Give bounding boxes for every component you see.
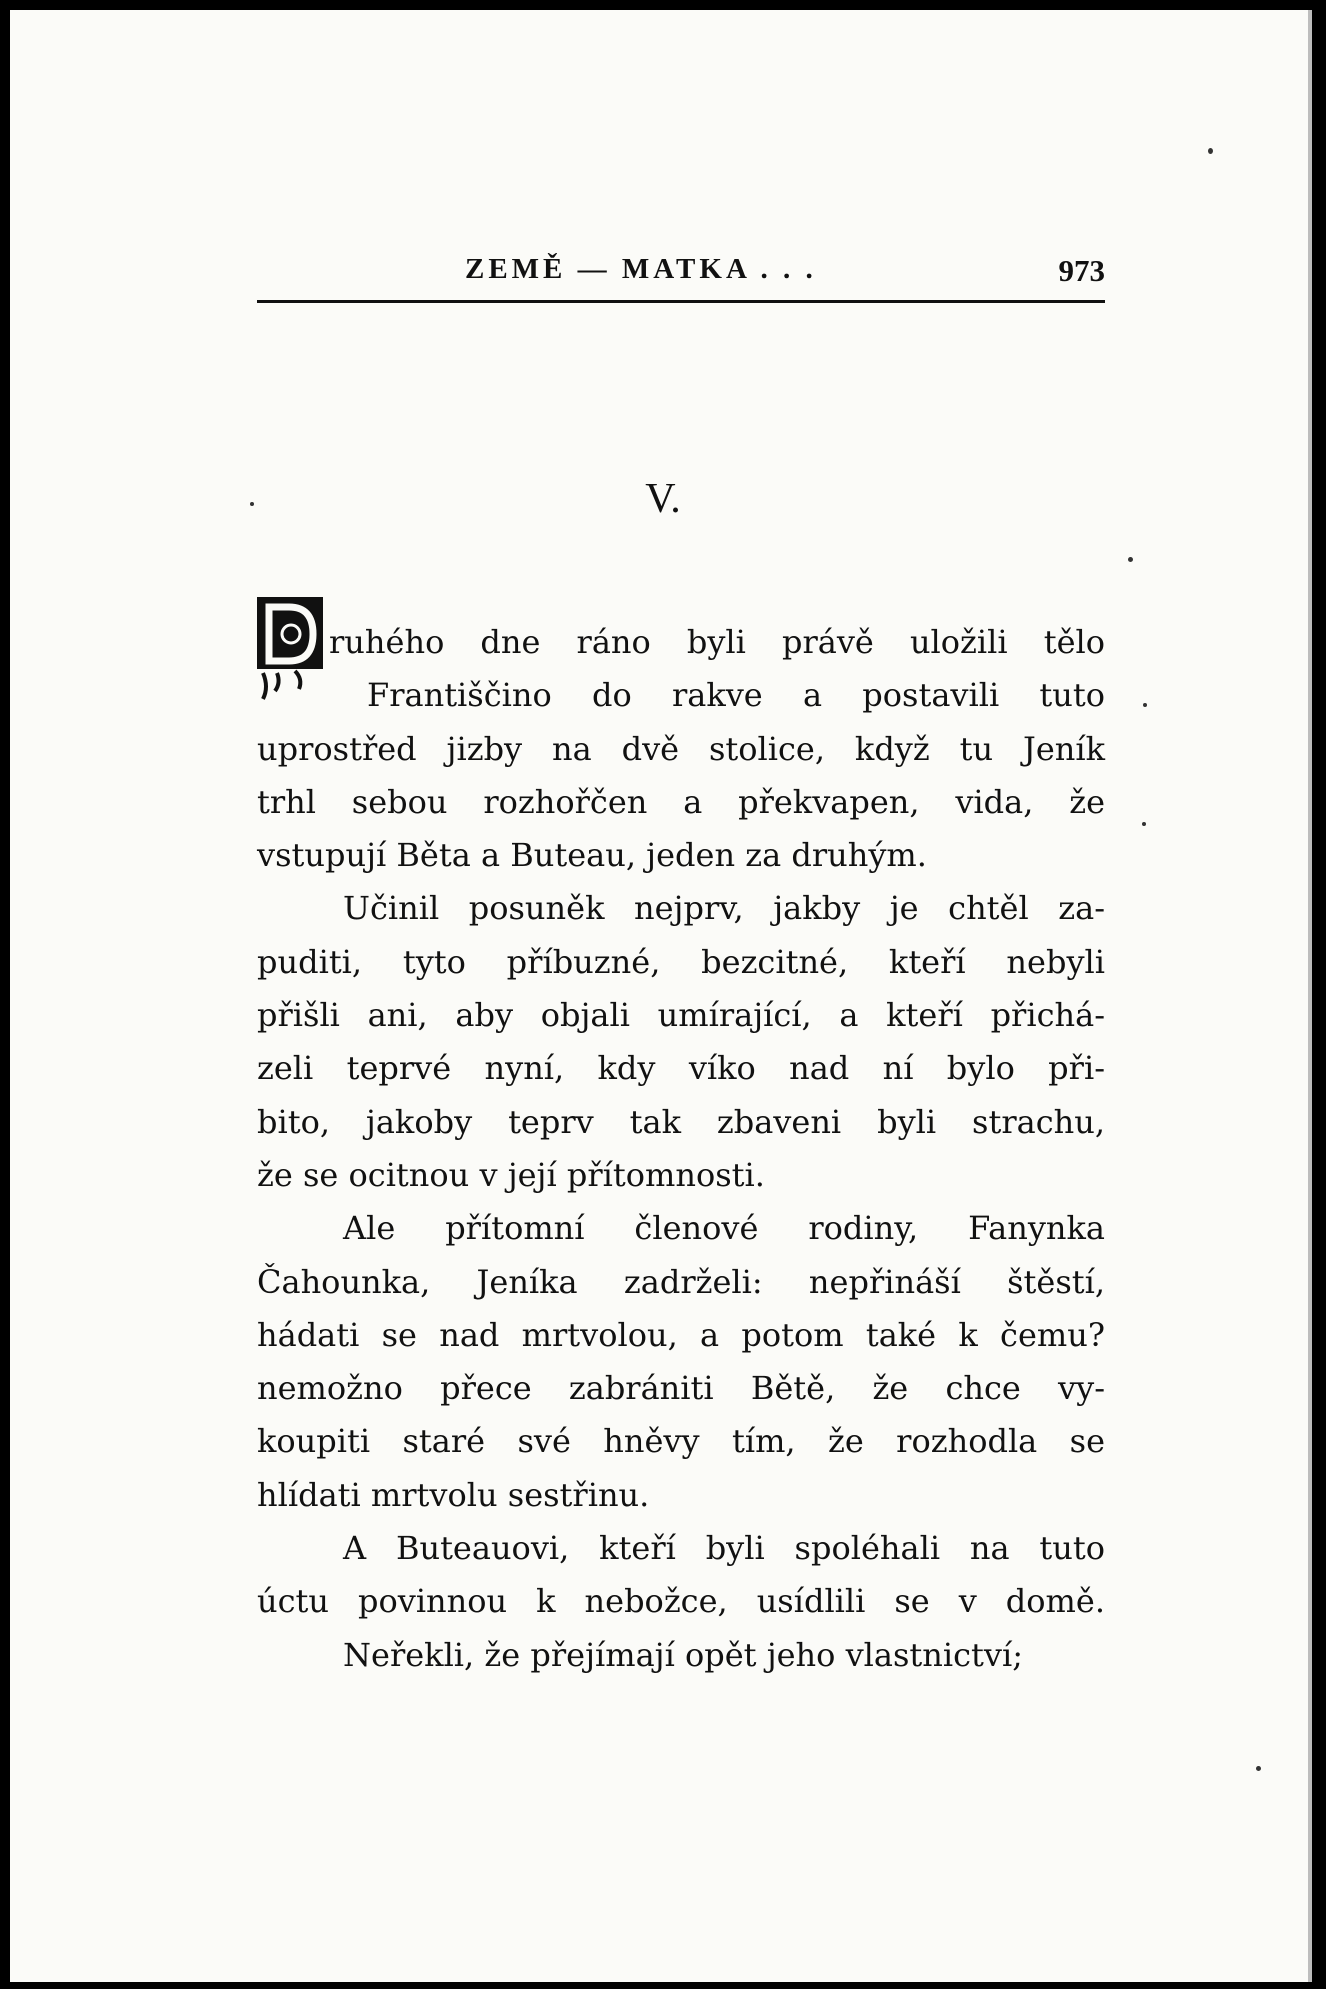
text-line: hlídati mrtvolu sestřinu. <box>257 1475 650 1514</box>
text-line: Učinil posuněk nejprv, jakby je chtěl za- <box>343 889 1105 928</box>
text-line: hádati se nad mrtvolou, a potom také k čemu? <box>257 1315 1105 1354</box>
text-line: zeli teprvé nyní, kdy víko nad ní bylo při- <box>257 1049 1105 1088</box>
dropcap-letter: D <box>275 641 283 652</box>
text-line: trhl sebou rozhořčen a překvapen, vida, že <box>257 782 1105 821</box>
text-line: Neřekli, že přejímají opět jeho vlastnictví; <box>343 1635 1023 1674</box>
text-line: puditi, tyto příbuzné, bezcitné, kteří nebyli <box>257 942 1105 981</box>
text-line: Ale přítomní členové rodiny, Fanynka <box>343 1209 1105 1248</box>
text-line: Čahounka, Jeníka zadrželi: nepřináší štěstí, <box>257 1262 1105 1301</box>
text-line: bito, jakoby teprv tak zbaveni byli strachu, <box>257 1102 1105 1141</box>
scan-speck <box>1208 148 1213 154</box>
scan-left-edge <box>0 0 10 1989</box>
text-line: přišli ani, aby objali umírající, a kteří přichá- <box>257 996 1105 1035</box>
text-line: Františčino do rakve a postavili tuto <box>367 676 1105 715</box>
scan-speck <box>1143 703 1147 707</box>
text-line: že se ocitnou v její přítomnosti. <box>257 1155 765 1194</box>
chapter-heading: V. <box>645 476 681 522</box>
text-line: vstupují Běta a Buteau, jeden za druhým. <box>257 836 927 875</box>
scan-speck <box>1142 822 1146 826</box>
text-line: A Buteauovi, kteří byli spoléhali na tuto <box>343 1529 1105 1568</box>
text-line: ruhého dne ráno byli právě uložili tělo <box>329 623 1105 661</box>
page-header <box>257 245 1105 303</box>
text-line: úctu povinnou k nebožce, usídlili se v domě. <box>257 1582 1105 1621</box>
page-number: 973 <box>1058 253 1105 288</box>
scan-speck <box>1256 1766 1261 1771</box>
body-text <box>257 616 1105 1682</box>
running-title: ZEMĚ — MATKA . . . <box>465 253 817 285</box>
text-line: koupiti staré své hněvy tím, že rozhodla se <box>257 1422 1105 1461</box>
text-line: uprostřed jizby na dvě stolice, když tu Jeník <box>257 729 1105 768</box>
text-line: nemožno přece zabrániti Bětě, že chce vy- <box>257 1369 1105 1408</box>
scan-speck <box>250 502 254 506</box>
header-rule <box>257 300 1105 303</box>
scan-speck <box>1128 557 1133 562</box>
